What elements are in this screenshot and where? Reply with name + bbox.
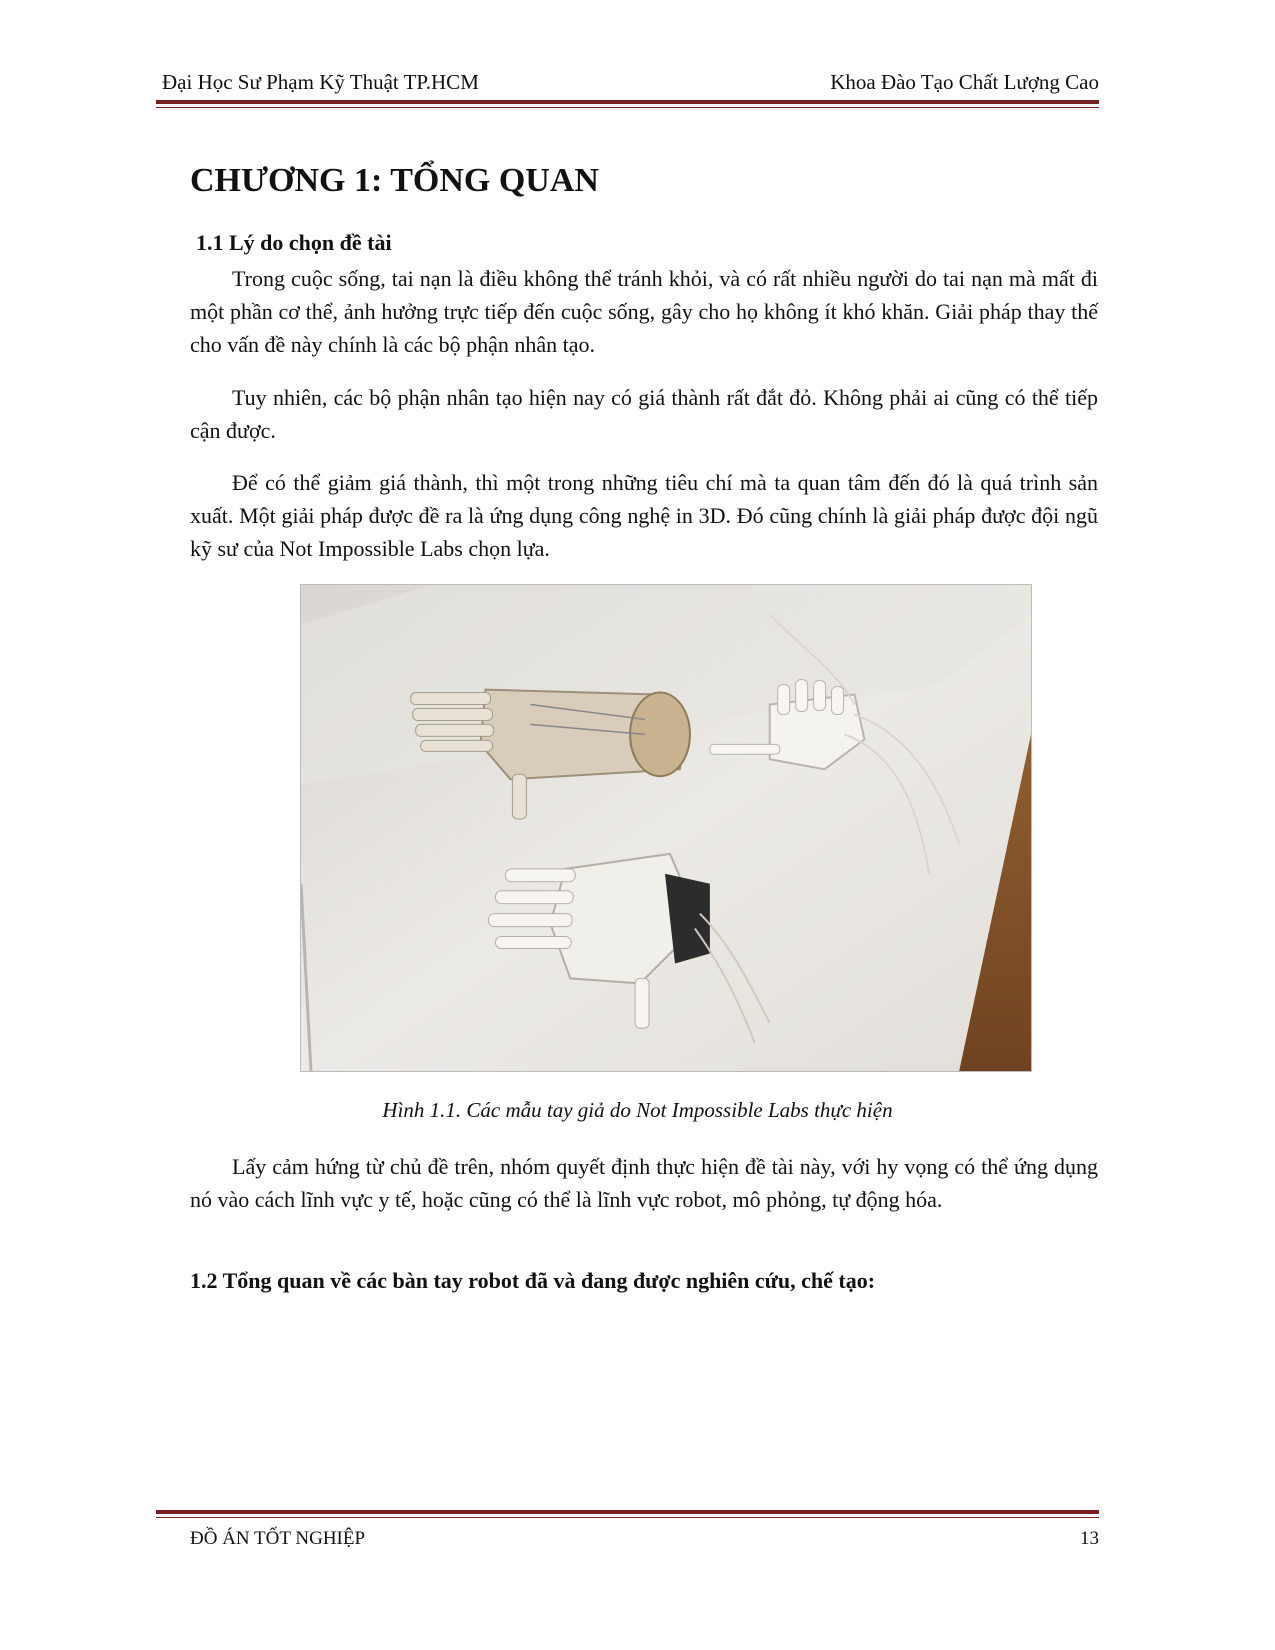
paragraph-3: Để có thể giảm giá thành, thì một trong những tiêu chí mà ta quan tâm đến đó là quá trình sản xuất. Một giải pháp được đề ra là ứng dụng công nghệ in 3D. Đó cũng chính là giải pháp được đội ngũ kỹ sư của Not Impossible Labs chọn lựa. <box>190 470 1098 561</box>
figure-caption: Hình 1.1. Các mẫu tay giả do Not Impossible Labs thực hiện <box>382 1098 893 1122</box>
header-university: Đại Học Sư Phạm Kỹ Thuật TP.HCM <box>162 70 479 94</box>
section-heading-1-2: 1.2 Tổng quan về các bàn tay robot đã và đang được nghiên cứu, chế tạo: <box>190 1268 876 1293</box>
page-number: 13 <box>1080 1528 1099 1549</box>
chapter-title: CHƯƠNG 1: TỔNG QUAN <box>190 162 599 199</box>
footer-rule-thin <box>156 1517 1099 1518</box>
paragraph-2: Tuy nhiên, các bộ phận nhân tạo hiện nay có giá thành rất đắt đỏ. Không phải ai cũng có thể tiếp cận được. <box>190 385 1098 443</box>
paragraph-4: Lấy cảm hứng từ chủ đề trên, nhóm quyết định thực hiện đề tài này, với hy vọng có thể ứng dụng nó vào cách lĩnh vực y tế, hoặc cũng có thể là lĩnh vực robot, mô phỏng, tự động hóa. <box>190 1154 1098 1212</box>
figure-prosthetic-hands-photo <box>300 584 1032 1072</box>
section-heading-1-1: 1.1 Lý do chọn đề tài <box>196 230 392 255</box>
header-rule-thick <box>156 100 1099 104</box>
prosthetic-hands-illustration <box>301 585 1031 1071</box>
header-rule-thin <box>156 107 1099 108</box>
footer-rule-thick <box>156 1510 1099 1514</box>
header-faculty: Khoa Đào Tạo Chất Lượng Cao <box>830 70 1099 94</box>
paragraph-1: Trong cuộc sống, tai nạn là điều không thể tránh khỏi, và có rất nhiều người do tai nạn mà mất đi một phần cơ thể, ảnh hưởng trực tiếp đến cuộc sống, gây cho họ không ít khó khăn. Giải pháp thay thế cho vấn đề này chính là các bộ phận nhân tạo. <box>190 266 1098 357</box>
footer-label: ĐỒ ÁN TỐT NGHIỆP <box>190 1528 366 1549</box>
